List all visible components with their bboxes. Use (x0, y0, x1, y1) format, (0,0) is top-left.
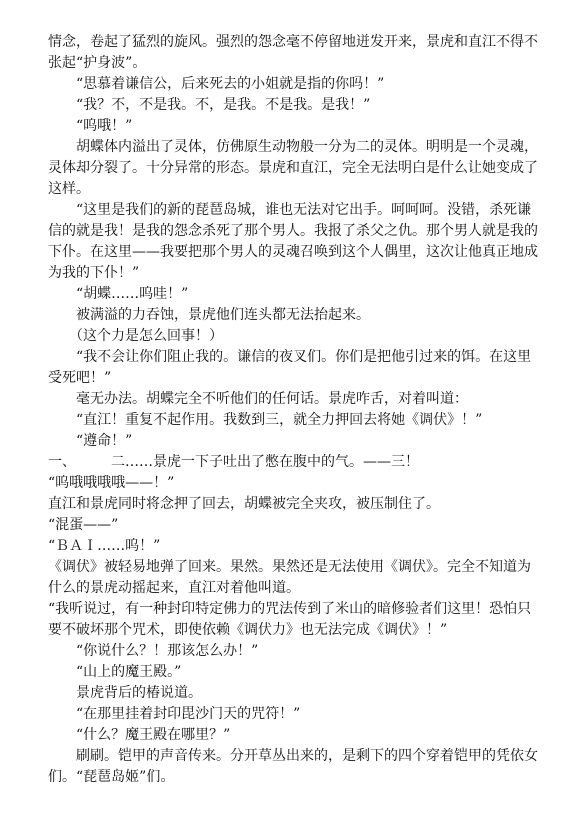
paragraph: 一、 二……景虎一下子吐出了憋在腹中的气。——三！ (48, 454, 419, 470)
paragraph: 《调伏》被轻易地弹了回来。果然。果然还是无法使用《调伏》。完全不知道为什么的景虎动摇起来，直江对着他叫道。 (48, 559, 531, 596)
paragraph: “你说什么？！那该怎么办！” (48, 643, 259, 659)
paragraph: “什么？魔王殿在哪里？” (48, 727, 231, 743)
paragraph: “我？不，不是我。不，是我。不是我。是我！” (48, 97, 371, 113)
paragraph: “这里是我们的新的琵琶岛城，谁也无法对它出手。呵呵呵。没错，杀死谦信的就是我！是我的怨念杀死了那个男人。我报了杀父之仇。那个男人就是我的下仆。在这里——我要把那个男人的灵魂召唤到这个人偶里，这次让他真正地成为我的下仆！” (48, 202, 538, 281)
paragraph: “在那里挂着封印毘沙门天的咒符！” (48, 706, 301, 722)
paragraph: “呜哦！” (48, 118, 133, 134)
paragraph: （这个力是怎么回事！） (48, 328, 223, 344)
paragraph: “ＢＡＩ……呜！” (48, 538, 161, 554)
paragraph: “呜哦哦哦哦——！” (48, 475, 175, 491)
paragraph: “思慕着谦信公，后来死去的小姐就是指的你吗！” (48, 76, 385, 92)
paragraph: 胡蝶体内溢出了灵体，仿佛原生动物般一分为二的灵体。明明是一个灵魂，灵体却分裂了。十分异常的形态。景虎和直江，完全无法明白是什么让她变成了这样。 (48, 139, 538, 197)
paragraph: “山上的魔王殿。” (48, 664, 182, 680)
paragraph: “遵命！” (48, 433, 133, 449)
paragraph: 毫无办法。胡蝶完全不听他们的任何话。景虎咋舌，对着叫道： (48, 391, 468, 407)
paragraph: 直江和景虎同时将念押了回去，胡蝶被完全夹攻，被压制住了。 (48, 496, 440, 512)
paragraph: “直江！重复不起作用。我数到三，就全力押回去将她《调伏》！” (48, 412, 483, 428)
paragraph: 景虎背后的椿说道。 (48, 685, 202, 701)
paragraph: “我不会让你们阻止我的。谦信的夜叉们。你们是把他引过来的饵。在这里受死吧！” (48, 349, 532, 386)
body-text (48, 32, 544, 788)
paragraph: “混蛋——” (48, 517, 119, 533)
paragraph: “我听说过，有一种封印特定佛力的咒法传到了米山的暗修验者们这里！恐怕只要不破坏那个咒术，即使依赖《调伏力》也无法完成《调伏》！” (48, 601, 532, 638)
paragraph: 情念，卷起了猛烈的旋风。强烈的怨念毫不停留地迸发开来，景虎和直江不得不张起“护身波”。 (48, 34, 538, 71)
paragraph: 刷刷。铠甲的声音传来。分开草丛出来的，是剩下的四个穿着铠甲的凭依女们。“琵琶岛姬”们。 (48, 748, 538, 785)
paragraph: “胡蝶……呜哇！” (48, 286, 189, 302)
paragraph: 被满溢的力吞蚀，景虎他们连头都无法抬起来。 (48, 307, 370, 323)
